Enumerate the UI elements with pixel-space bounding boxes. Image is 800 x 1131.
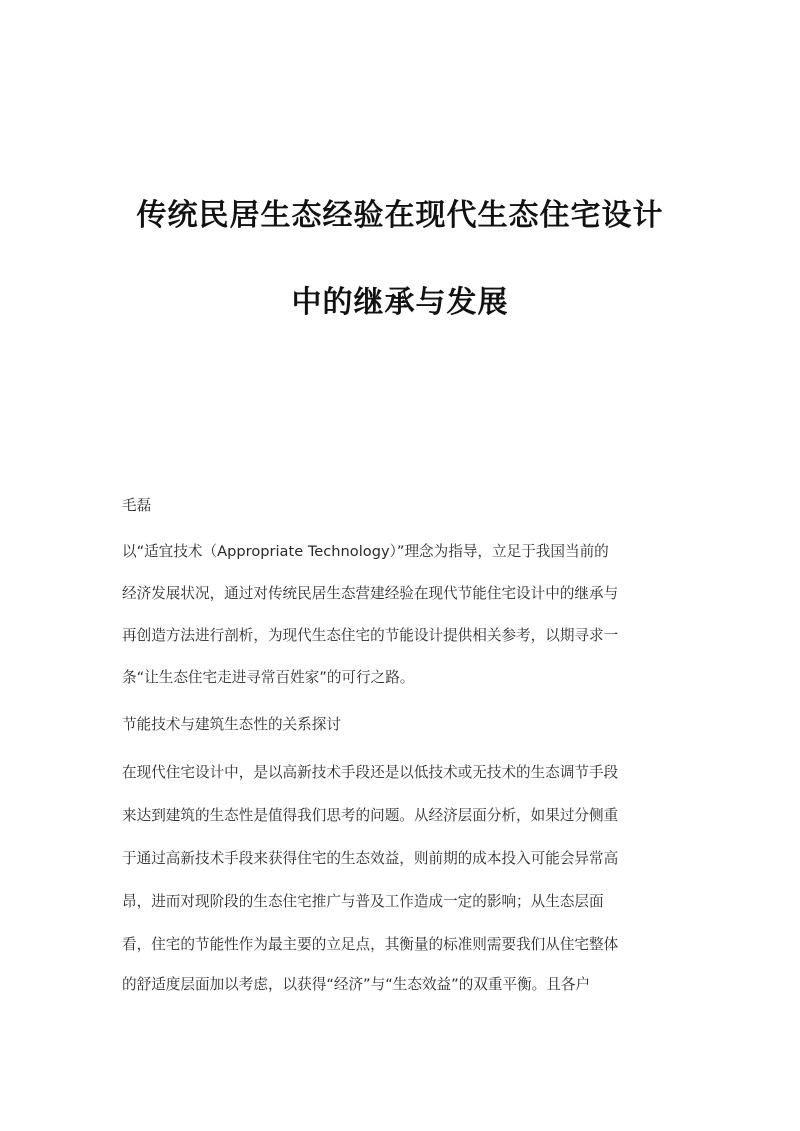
paragraph-line: 来达到建筑的生态性是值得我们思考的问题。从经济层面分析，如果过分侧重 <box>122 807 619 824</box>
abstract-line: 以“适宜技术（Appropriate Technology）”理念为指导，立足于我国当前的 <box>122 543 609 560</box>
paragraph-line: 看，住宅的节能性作为最主要的立足点，其衡量的标准则需要我们从住宅整体 <box>122 936 619 953</box>
author-name: 毛磊 <box>122 497 152 514</box>
paragraph-line: 于通过高新技术手段来获得住宅的生态效益，则前期的成本投入可能会异常高 <box>122 850 619 867</box>
document-title-line-2: 中的继承与发展 <box>291 285 509 320</box>
abstract-line: 再创造方法进行剖析，为现代生态住宅的节能设计提供相关参考，以期寻求一 <box>122 627 619 644</box>
paragraph-line: 在现代住宅设计中，是以高新技术手段还是以低技术或无技术的生态调节手段 <box>122 764 619 781</box>
paragraph-line: 昂，进而对现阶段的生态住宅推广与普及工作造成一定的影响；从生态层面 <box>122 893 604 910</box>
document-title-line-1: 传统民居生态经验在现代生态住宅设计 <box>136 198 664 233</box>
paragraph-line: 的舒适度层面加以考虑，以获得“经济”与“生态效益”的双重平衡。且各户 <box>122 976 591 993</box>
abstract-line: 经济发展状况，通过对传统民居生态营建经验在现代节能住宅设计中的继承与 <box>122 585 619 602</box>
abstract-line: 条“让生态住宅走进寻常百姓家”的可行之路。 <box>122 669 415 686</box>
section-heading: 节能技术与建筑生态性的关系探讨 <box>122 716 341 733</box>
